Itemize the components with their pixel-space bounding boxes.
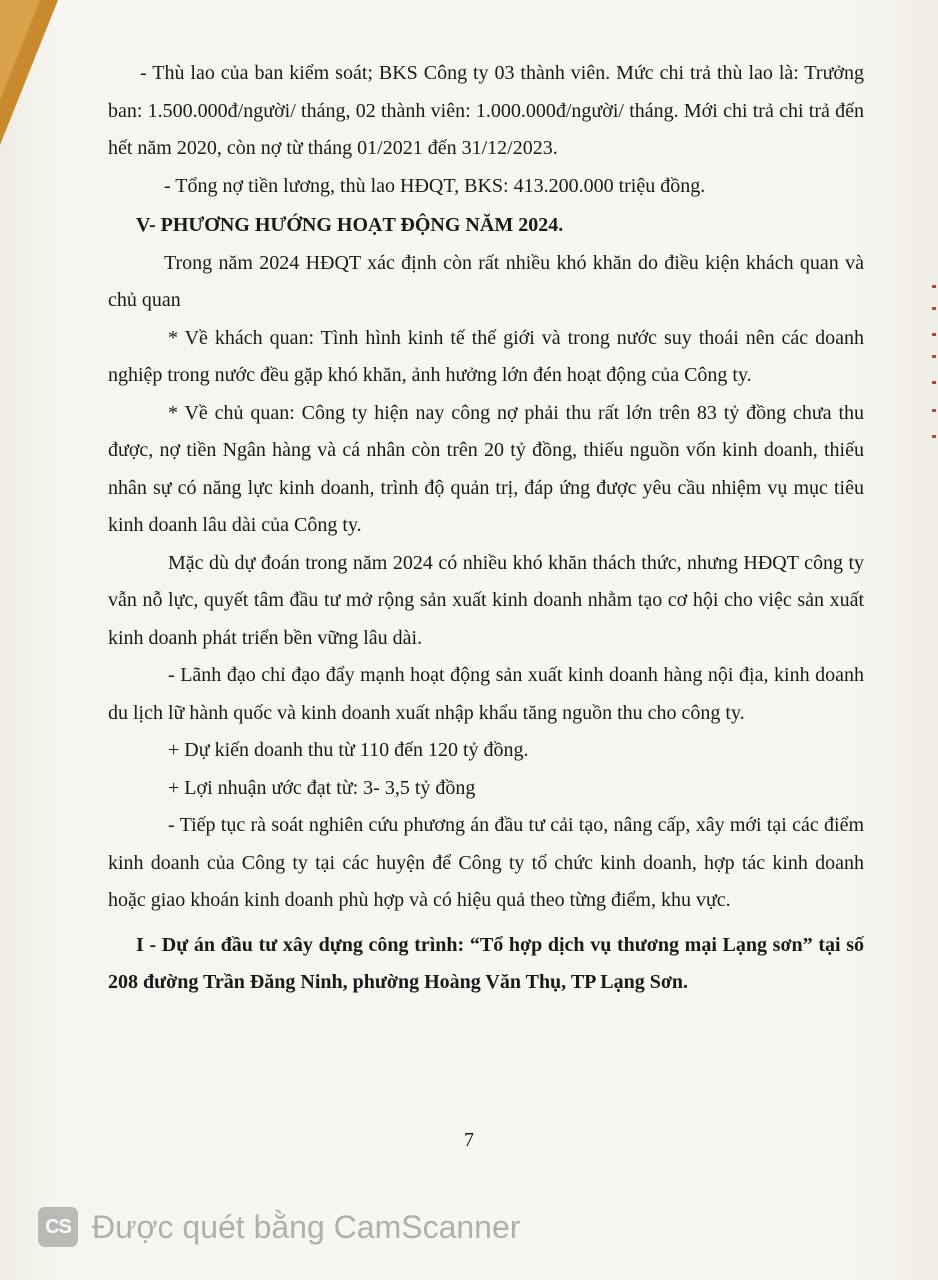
- paragraph-investment-review: - Tiếp tục rà soát nghiên cứu phương án đầu tư cải tạo, nâng cấp, xây mới tại các điểm kinh doanh của Công ty tại các huyện để Công ty tổ chức kinh doanh, hợp tác kinh doanh hoặc giao khoán kinh doanh phù hợp và có hiệu quả theo từng điểm, khu vực.: [108, 814, 864, 911]
- camscanner-logo-icon: CS: [38, 1207, 78, 1247]
- paragraph-supervisory-fee: - Thù lao của ban kiểm soát; BKS Công ty 03 thành viên. Mức chi trả thù lao là: Trưởng ban: 1.500.000đ/người/ tháng, 02 thành viên: 1.000.000đ/người/ tháng. Mới chi trả chi trả đến hết năm 2020, còn nợ từ tháng 01/2021 đến 31/12/2023.: [108, 62, 864, 159]
- paragraph-leadership: - Lãnh đạo chỉ đạo đẩy mạnh hoạt động sản xuất kinh doanh hàng nội địa, kinh doanh du lịch lữ hành quốc và kinh doanh xuất nhập khẩu tăng nguồn thu cho công ty.: [108, 664, 864, 724]
- paragraph-objective: * Về khách quan: Tình hình kinh tế thế giới và trong nước suy thoái nên các doanh nghiệp trong nước đều gặp khó khăn, ảnh hưởng lớn đén hoạt động của Công ty.: [108, 326, 864, 386]
- edge-marks: [928, 285, 936, 455]
- section-heading: V- PHƯƠNG HƯỚNG HOẠT ĐỘNG NĂM 2024.: [136, 214, 564, 236]
- paragraph-profit-target: + Lợi nhuận ước đạt từ: 3- 3,5 tỷ đồng: [168, 776, 476, 799]
- camscanner-watermark: [38, 1205, 520, 1249]
- document-body: [108, 55, 864, 1002]
- watermark-text: Được quét bằng CamScanner: [92, 1208, 521, 1245]
- paragraph-subjective: * Về chủ quan: Công ty hiện nay công nợ phải thu rất lớn trên 83 tỷ đồng chưa thu được, nợ tiền Ngân hàng và cá nhân còn trên 20 tỷ đồng, thiếu nguồn vốn kinh doanh, thiếu nhân sự có năng lực kinh doanh, trình độ quản trị, đáp ứng được yêu cầu nhiệm vụ mục tiêu kinh doanh lâu dài của Công ty.: [108, 401, 864, 536]
- paragraph-revenue-target: + Dự kiến doanh thu từ 110 đến 120 tỷ đồng.: [168, 739, 529, 761]
- page-number: 7: [464, 1129, 474, 1151]
- folded-corner: [0, 0, 60, 150]
- paragraph-intro: Trong năm 2024 HĐQT xác định còn rất nhiều khó khăn do điều kiện khách quan và chủ quan: [108, 251, 864, 311]
- paragraph-determination: Mặc dù dự đoán trong năm 2024 có nhiều khó khăn thách thức, nhưng HĐQT công ty vẫn nỗ lực, quyết tâm đầu tư mở rộng sản xuất kinh doanh nhằm tạo cơ hội cho việc sản xuất kinh doanh phát triển bền vững lâu dài.: [108, 551, 864, 649]
- project-heading: I - Dự án đầu tư xây dựng công trình: “Tổ hợp dịch vụ thương mại Lạng sơn” tại số 208 đường Trần Đăng Ninh, phường Hoàng Văn Thụ, TP Lạng Sơn.: [108, 933, 864, 993]
- paragraph-total-debt: - Tổng nợ tiền lương, thù lao HĐQT, BKS: 413.200.000 triệu đồng.: [164, 174, 706, 197]
